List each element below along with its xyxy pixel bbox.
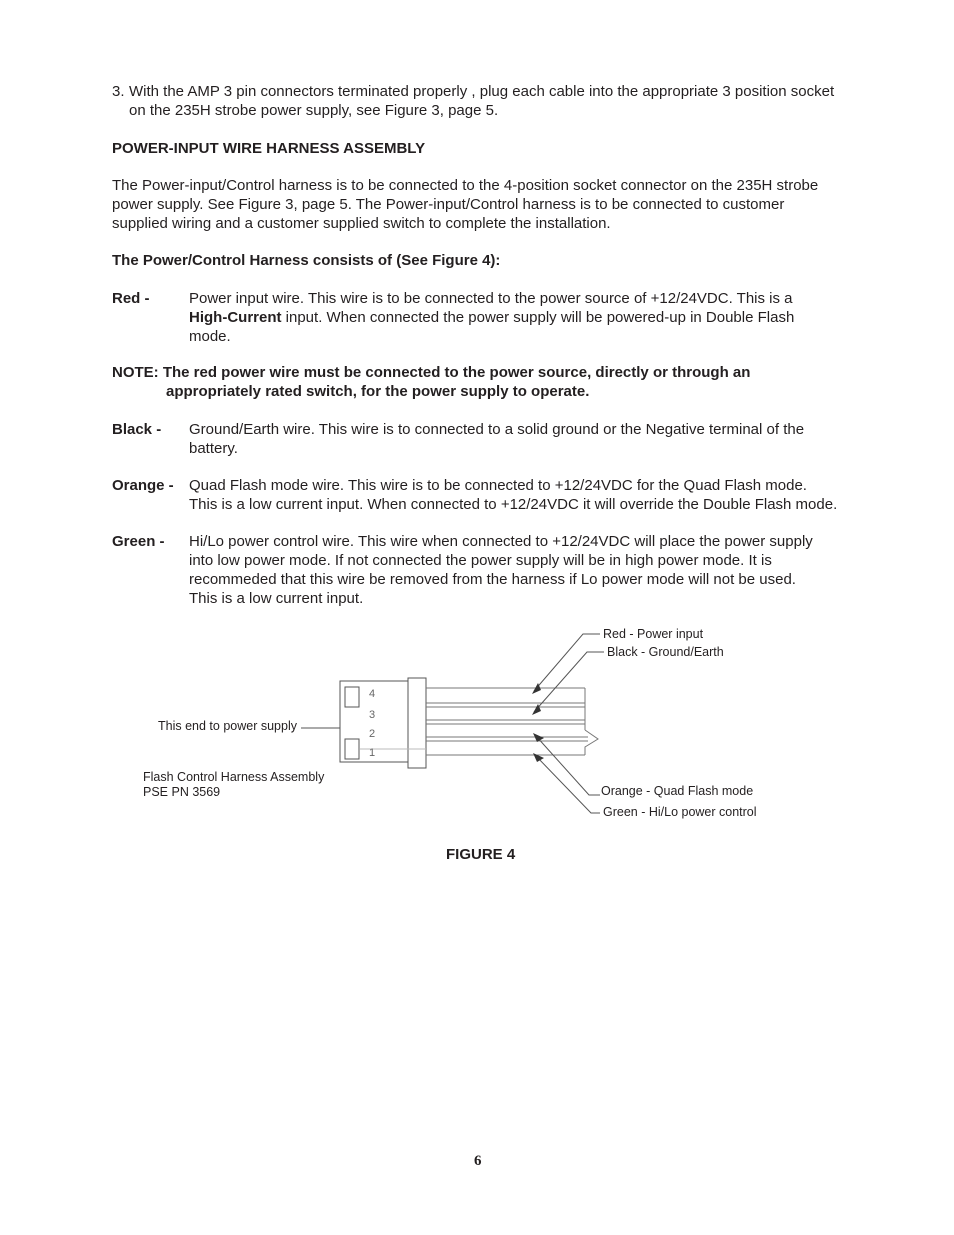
pin-window-top bbox=[345, 687, 359, 707]
label-assembly-name: Flash Control Harness Assembly bbox=[143, 770, 325, 784]
wire-desc-black-line-2: battery. bbox=[189, 440, 238, 457]
wire-desc-orange-line-1: Quad Flash mode wire. This wire is to be connected to +12/24VDC for the Quad Flash mode. bbox=[189, 477, 807, 494]
pin-number-4: 4 bbox=[369, 688, 376, 700]
step-3-line-2: on the 235H strobe power supply, see Figure 3, page 5. bbox=[129, 102, 499, 119]
high-current-text: High-Current bbox=[189, 309, 282, 326]
note-line-2: appropriately rated switch, for the power supply to operate. bbox=[166, 383, 590, 400]
wire-term-black: Black - bbox=[112, 421, 162, 438]
wire-desc-orange-line-2: This is a low current input. When connected to +12/24VDC it will override the Double Flash mode. bbox=[189, 496, 838, 513]
wire-desc-green-line-4: This is a low current input. bbox=[189, 590, 364, 607]
wire-desc-red-line-1: Power input wire. This wire is to be connected to the power source of +12/24VDC. This is a bbox=[189, 290, 793, 307]
wire-desc-green-line-1: Hi/Lo power control wire. This wire when connected to +12/24VDC will place the power supply bbox=[189, 533, 813, 550]
wire-desc-black-line-1: Ground/Earth wire. This wire is to connected to a solid ground or the Negative terminal of the bbox=[189, 421, 805, 438]
red-leader bbox=[534, 634, 600, 691]
label-orange-quad-flash: Orange - Quad Flash mode bbox=[601, 784, 754, 798]
intro-line-2: power supply. See Figure 3, page 5. The Power-input/Control harness is to be connected to customer bbox=[112, 196, 785, 213]
wire-term-green: Green - bbox=[112, 533, 165, 550]
step-3-line-1: With the AMP 3 pin connectors terminated properly , plug each cable into the appropriate 3 position socket bbox=[129, 83, 835, 100]
pin-window-bottom bbox=[345, 739, 359, 759]
harness-heading: The Power/Control Harness consists of (See Figure 4): bbox=[112, 252, 501, 269]
pin-number-2: 2 bbox=[369, 728, 376, 740]
intro-line-3: supplied wiring and a customer supplied switch to complete the installation. bbox=[112, 215, 611, 232]
page-number: 6 bbox=[474, 1153, 482, 1169]
green-leader bbox=[536, 756, 600, 813]
wire-desc-red-line-2: input. When connected the power supply will be powered-up in Double Flash bbox=[281, 309, 795, 326]
note-line-1: NOTE: The red power wire must be connected to the power source, directly or through an bbox=[112, 364, 751, 381]
section-heading: POWER-INPUT WIRE HARNESS ASSEMBLY bbox=[112, 140, 426, 157]
wire-term-orange: Orange - bbox=[112, 477, 174, 494]
step-number: 3. bbox=[112, 83, 125, 100]
pin-number-1: 1 bbox=[369, 747, 376, 759]
connector-flange bbox=[408, 678, 426, 768]
label-part-number: PSE PN 3569 bbox=[143, 785, 221, 799]
label-green-hilo: Green - Hi/Lo power control bbox=[603, 805, 757, 819]
label-black-ground: Black - Ground/Earth bbox=[607, 645, 724, 659]
figure-caption: FIGURE 4 bbox=[446, 846, 516, 863]
green-arrowhead bbox=[533, 753, 544, 762]
wire-desc-red-line-3: mode. bbox=[189, 328, 231, 345]
wire-desc-green-line-3: recommeded that this wire be removed from the harness if Lo power mode will not be used. bbox=[189, 571, 796, 588]
label-red-power-input: Red - Power input bbox=[603, 627, 704, 641]
wire-desc-green-line-2: into low power mode. If not connected the power supply will be in high power mode. It is bbox=[189, 552, 772, 569]
pin-number-3: 3 bbox=[369, 709, 376, 721]
intro-line-1: The Power-input/Control harness is to be connected to the 4-position socket connector on the 235H strobe bbox=[112, 177, 819, 194]
wire-term-red: Red - bbox=[112, 290, 150, 307]
label-power-supply-end: This end to power supply bbox=[158, 719, 297, 733]
